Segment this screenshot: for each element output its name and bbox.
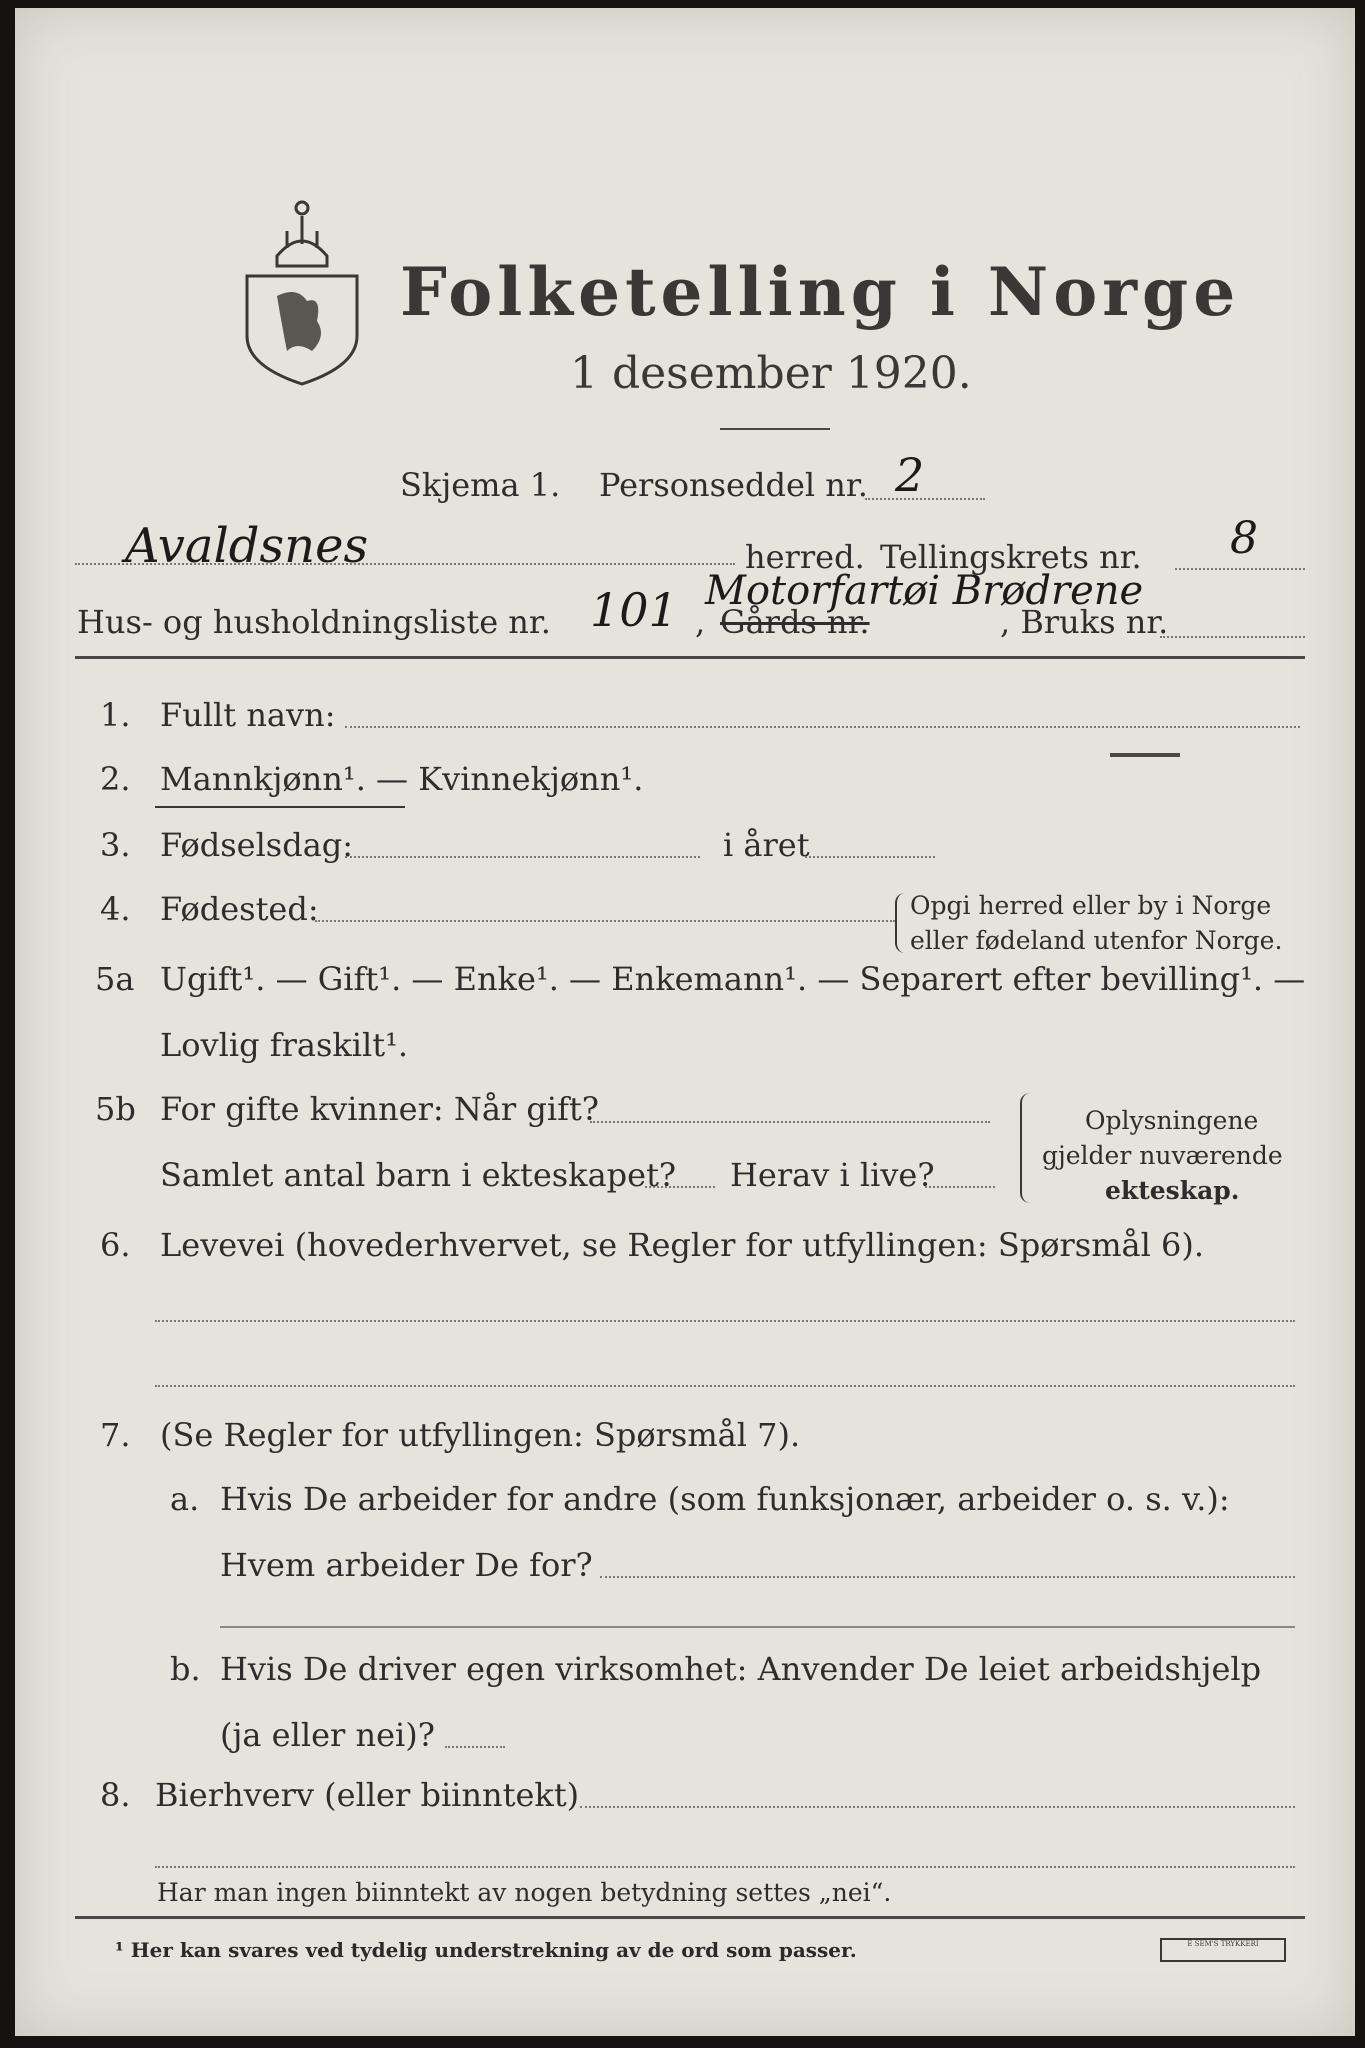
gards-nr-label: Gårds nr.	[720, 603, 870, 641]
q5b-note-line2: gjelder nuværende	[1042, 1141, 1283, 1170]
q7b-letter: b.	[170, 1650, 201, 1688]
q5b-alive-field[interactable]	[925, 1186, 995, 1188]
herred-value: Avaldsnes	[125, 518, 369, 574]
q7b-field[interactable]	[445, 1746, 505, 1748]
form-date: 1 desember 1920.	[570, 348, 972, 399]
q7a-text: Hvis De arbeider for andre (som funksjonær, arbeider o. s. v.):	[220, 1480, 1230, 1518]
census-form-page: Folketelling i Norge 1 desember 1920. Skjema 1. Personseddel nr. 2 Avaldsnes herred. Tellingskrets nr. 8 Hus- og husholdningsliste nr. 101 , Gårds nr. Motorfartøi Brødrene , Bruks nr. 1. Fullt navn: 2. Mannkjønn¹. — Kvinnekjønn¹. 3. Fødselsdag: i året 4. Fødested: Opgi herred eller by i Norge eller fødeland utenfor Norge. 5a Ugift¹. — Gift¹. — Enke¹. — Enkemann¹. — Separert efter bevilling¹. — Lovlig fraskilt¹. 5b For gifte kvinner: Når gift? Samlet antal barn i ekteskapet? Herav i live? Oplysningene gjelder nuværende ekteskap. 6. Levevei (hovederhvervet, se Regler for utfyllingen: Spørsmål 6). 7. (Se Regler for utfyllingen: Spørsmål 7). a. Hvis De arbeider for andre (som funksjonær, arbeider o. s. v.): Hvem arbeider De for? b. Hvis De driver egen virksomhet: Anvender De leiet arbeidshjelp (ja eller nei)? 8. Bierhverv (eller biinntekt) Har man ingen biinntekt av nogen betydning settes „nei“. ¹ Her kan svares ved tydelig understrekning av de ord som passer. E SEM'S TRYKKERI	[15, 8, 1355, 2036]
vessel-name: Motorfartøi Brødrene	[705, 568, 1144, 614]
q2-underline-mark	[155, 806, 405, 808]
q8-field-2[interactable]	[155, 1866, 1295, 1868]
q6-field-2[interactable]	[155, 1385, 1295, 1387]
q7a-letter: a.	[170, 1480, 200, 1518]
q5b-alive-label: Herav i live?	[730, 1156, 935, 1194]
q7-number: 7.	[100, 1416, 131, 1454]
q3-day-field[interactable]	[345, 856, 700, 858]
q6-label: Levevei (hovederhvervet, se Regler for utfyllingen: Spørsmål 6).	[160, 1226, 1205, 1264]
personseddel-number: 2	[895, 448, 925, 502]
form-title: Folketelling i Norge	[400, 253, 1241, 331]
title-divider	[720, 428, 830, 430]
q2-number: 2.	[100, 760, 131, 798]
schema-label: Skjema 1.	[400, 466, 561, 504]
husholdningsliste-number: 101	[590, 583, 678, 637]
q8-label: Bierhverv (eller biinntekt)	[155, 1776, 580, 1814]
q7a-field-1[interactable]	[600, 1576, 1295, 1578]
header-divider	[75, 656, 1305, 659]
q3-year-label: i året	[723, 826, 810, 864]
q5b-label: For gifte kvinner: Når gift?	[160, 1090, 599, 1128]
q5b-note-line3: ekteskap.	[1105, 1176, 1240, 1205]
q5a-options-cont[interactable]: Lovlig fraskilt¹.	[160, 1026, 409, 1064]
q4-number: 4.	[100, 890, 131, 928]
q3-number: 3.	[100, 826, 131, 864]
q5b-children-label: Samlet antal barn i ekteskapet?	[160, 1156, 677, 1194]
husholdningsliste-label: Hus- og husholdningsliste nr.	[77, 603, 551, 641]
herred-label: herred.	[745, 538, 865, 576]
q2-label[interactable]: Mannkjønn¹. — Kvinnekjønn¹.	[160, 760, 644, 798]
q4-field[interactable]	[315, 920, 895, 922]
q4-note-line2: eller fødeland utenfor Norge.	[910, 926, 1283, 955]
q5b-note-line1: Oplysningene	[1085, 1106, 1259, 1135]
tellingskrets-number: 8	[1230, 513, 1258, 564]
q4-note-line1: Opgi herred eller by i Norge	[910, 891, 1272, 920]
tellingskrets-label: Tellingskrets nr.	[880, 538, 1142, 576]
q7b-question: (ja eller nei)?	[220, 1716, 435, 1754]
q1-label: Fullt navn:	[160, 696, 336, 734]
q7-label: (Se Regler for utfyllingen: Spørsmål 7).	[160, 1416, 801, 1454]
q7a-field-2[interactable]	[220, 1626, 1295, 1628]
footnote: ¹ Her kan svares ved tydelig understrekning av de ord som passer.	[115, 1938, 857, 1962]
q6-field-1[interactable]	[155, 1320, 1295, 1322]
q5b-number: 5b	[95, 1090, 136, 1128]
printer-stamp: E SEM'S TRYKKERI	[1160, 1938, 1286, 1962]
q5b-children-field[interactable]	[645, 1186, 715, 1188]
q8-field-1[interactable]	[580, 1806, 1295, 1808]
q5b-married-field[interactable]	[590, 1121, 990, 1123]
q5a-number: 5a	[95, 960, 135, 998]
personseddel-label: Personseddel nr.	[599, 466, 868, 504]
footer-divider	[75, 1916, 1305, 1919]
coat-of-arms-icon	[237, 186, 367, 386]
q7a-question: Hvem arbeider De for?	[220, 1546, 593, 1584]
q1-field[interactable]	[345, 726, 1300, 728]
bruks-nr-label: , Bruks nr.	[1000, 603, 1169, 641]
q4-label: Fødested:	[160, 890, 319, 928]
q3-year-field[interactable]	[805, 856, 935, 858]
q8-number: 8.	[100, 1776, 131, 1814]
q7b-text: Hvis De driver egen virksomhet: Anvender De leiet arbeidshjelp	[220, 1650, 1262, 1688]
q5a-options[interactable]: Ugift¹. — Gift¹. — Enke¹. — Enkemann¹. — Separert efter bevilling¹. —	[160, 960, 1306, 998]
q8-note: Har man ingen biinntekt av nogen betydning settes „nei“.	[157, 1878, 892, 1907]
q6-number: 6.	[100, 1226, 131, 1264]
q3-label: Fødselsdag:	[160, 826, 354, 864]
q1-number: 1.	[100, 696, 131, 734]
